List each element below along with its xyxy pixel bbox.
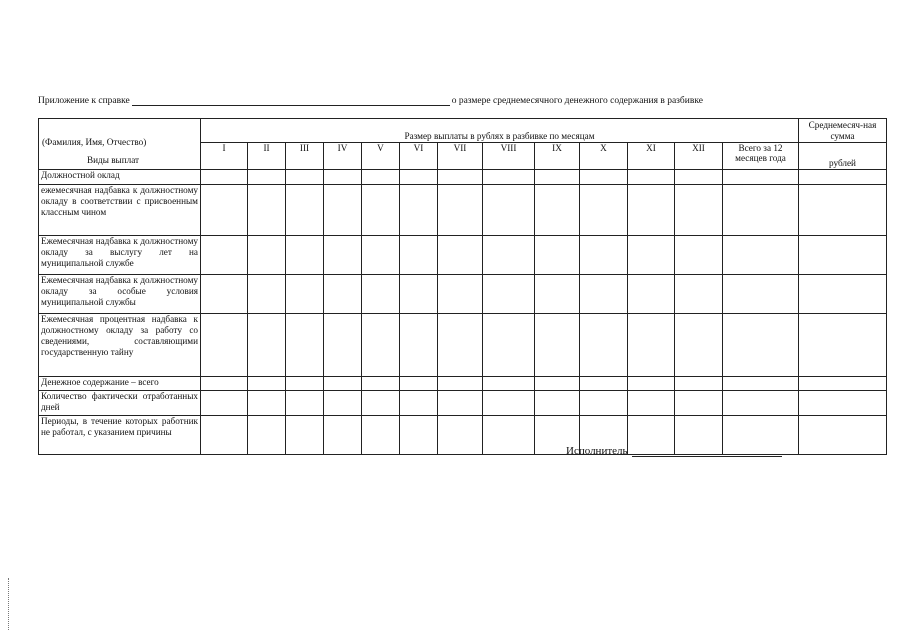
margin-mark bbox=[8, 578, 9, 630]
month-header: VIII bbox=[483, 143, 535, 170]
value-cell[interactable] bbox=[675, 170, 723, 185]
value-cell[interactable] bbox=[248, 236, 286, 275]
month-header: VI bbox=[400, 143, 438, 170]
value-cell[interactable] bbox=[438, 391, 483, 416]
value-cell[interactable] bbox=[324, 377, 362, 391]
value-cell[interactable] bbox=[400, 416, 438, 455]
value-cell[interactable] bbox=[483, 416, 535, 455]
value-cell[interactable] bbox=[248, 185, 286, 236]
kinds-header-cell bbox=[39, 119, 201, 170]
value-cell[interactable] bbox=[535, 314, 580, 377]
value-cell[interactable] bbox=[628, 236, 675, 275]
value-cell[interactable] bbox=[400, 314, 438, 377]
value-cell[interactable] bbox=[286, 416, 324, 455]
value-cell[interactable] bbox=[675, 275, 723, 314]
value-cell[interactable] bbox=[628, 314, 675, 377]
month-header: III bbox=[286, 143, 324, 170]
value-cell[interactable] bbox=[483, 275, 535, 314]
value-cell[interactable] bbox=[628, 391, 675, 416]
value-cell[interactable] bbox=[324, 236, 362, 275]
value-cell[interactable] bbox=[580, 170, 628, 185]
value-cell[interactable] bbox=[723, 377, 799, 391]
value-cell[interactable] bbox=[362, 377, 400, 391]
value-cell[interactable] bbox=[628, 377, 675, 391]
value-cell[interactable] bbox=[628, 185, 675, 236]
document-number-blank[interactable] bbox=[132, 96, 450, 106]
value-cell[interactable] bbox=[799, 391, 887, 416]
month-header: V bbox=[362, 143, 400, 170]
value-cell[interactable] bbox=[286, 377, 324, 391]
value-cell[interactable] bbox=[799, 377, 887, 391]
row-label: Количество фактически отработанных дней bbox=[39, 391, 201, 416]
table-row bbox=[39, 170, 887, 185]
table-row bbox=[39, 275, 887, 314]
value-cell[interactable] bbox=[324, 170, 362, 185]
value-cell[interactable] bbox=[400, 236, 438, 275]
value-cell[interactable] bbox=[675, 236, 723, 275]
value-cell[interactable] bbox=[628, 275, 675, 314]
month-header: VII bbox=[438, 143, 483, 170]
value-cell[interactable] bbox=[438, 377, 483, 391]
value-cell[interactable] bbox=[400, 185, 438, 236]
value-cell[interactable] bbox=[201, 314, 248, 377]
row-label: Денежное содержание – всего bbox=[39, 377, 201, 391]
value-cell[interactable] bbox=[799, 275, 887, 314]
value-cell[interactable] bbox=[483, 377, 535, 391]
table-row bbox=[39, 391, 887, 416]
row-label: Ежемесячная процентная надбавка к должностному окладу за работу со сведениями, составляющими государственную тайну bbox=[39, 314, 201, 377]
table-row bbox=[39, 314, 887, 377]
value-cell[interactable] bbox=[201, 377, 248, 391]
value-cell[interactable] bbox=[799, 416, 887, 455]
value-cell[interactable] bbox=[438, 275, 483, 314]
value-cell[interactable] bbox=[201, 185, 248, 236]
total-header: Всего за 12 месяцев года bbox=[723, 143, 799, 170]
value-cell[interactable] bbox=[286, 185, 324, 236]
value-cell[interactable] bbox=[248, 416, 286, 455]
payout-table bbox=[38, 118, 887, 455]
row-label: Ежемесячная надбавка к должностному окладу за выслугу лет на муниципальной службе bbox=[39, 236, 201, 275]
value-cell[interactable] bbox=[324, 185, 362, 236]
value-cell[interactable] bbox=[438, 185, 483, 236]
executor-signature-blank[interactable] bbox=[632, 446, 782, 457]
value-cell[interactable] bbox=[535, 185, 580, 236]
row-label: Ежемесячная надбавка к должностному окладу за особые условия муниципальной службы bbox=[39, 275, 201, 314]
month-header: I bbox=[201, 143, 248, 170]
rub-label: рублей bbox=[799, 143, 887, 170]
month-header: IX bbox=[535, 143, 580, 170]
value-cell[interactable] bbox=[535, 391, 580, 416]
row-label: Должностной оклад bbox=[39, 170, 201, 185]
value-cell[interactable] bbox=[324, 275, 362, 314]
kinds-label: Виды выплат bbox=[87, 155, 140, 165]
value-cell[interactable] bbox=[723, 170, 799, 185]
table-body bbox=[39, 170, 887, 455]
table-header-row bbox=[39, 119, 887, 143]
value-cell[interactable] bbox=[438, 170, 483, 185]
value-cell[interactable] bbox=[483, 236, 535, 275]
value-cell[interactable] bbox=[400, 377, 438, 391]
value-cell[interactable] bbox=[324, 416, 362, 455]
month-header: II bbox=[248, 143, 286, 170]
value-cell[interactable] bbox=[535, 170, 580, 185]
value-cell[interactable] bbox=[248, 391, 286, 416]
value-cell[interactable] bbox=[723, 275, 799, 314]
value-cell[interactable] bbox=[723, 391, 799, 416]
value-cell[interactable] bbox=[580, 314, 628, 377]
value-cell[interactable] bbox=[535, 275, 580, 314]
value-cell[interactable] bbox=[201, 391, 248, 416]
value-cell[interactable] bbox=[483, 185, 535, 236]
value-cell[interactable] bbox=[324, 391, 362, 416]
value-cell[interactable] bbox=[362, 314, 400, 377]
table-row bbox=[39, 185, 887, 236]
value-cell[interactable] bbox=[362, 391, 400, 416]
value-cell[interactable] bbox=[580, 391, 628, 416]
value-cell[interactable] bbox=[201, 275, 248, 314]
value-cell[interactable] bbox=[723, 185, 799, 236]
value-cell[interactable] bbox=[438, 416, 483, 455]
value-cell[interactable] bbox=[580, 236, 628, 275]
monthly-group-header: Размер выплаты в рублях в разбивке по месяцам bbox=[201, 119, 799, 143]
value-cell[interactable] bbox=[438, 314, 483, 377]
value-cell[interactable] bbox=[201, 170, 248, 185]
value-cell[interactable] bbox=[723, 314, 799, 377]
value-cell[interactable] bbox=[248, 314, 286, 377]
value-cell[interactable] bbox=[362, 236, 400, 275]
month-header: IV bbox=[324, 143, 362, 170]
value-cell[interactable] bbox=[438, 236, 483, 275]
value-cell[interactable] bbox=[248, 170, 286, 185]
value-cell[interactable] bbox=[580, 377, 628, 391]
row-label: ежемесячная надбавка к должностному окладу в соответствии с присвоенным классным чином bbox=[39, 185, 201, 236]
executor-label: Исполнитель bbox=[566, 445, 628, 457]
value-cell[interactable] bbox=[799, 185, 887, 236]
value-cell[interactable] bbox=[675, 391, 723, 416]
value-cell[interactable] bbox=[362, 170, 400, 185]
value-cell[interactable] bbox=[535, 377, 580, 391]
value-cell[interactable] bbox=[483, 391, 535, 416]
value-cell[interactable] bbox=[723, 236, 799, 275]
value-cell[interactable] bbox=[324, 314, 362, 377]
value-cell[interactable] bbox=[400, 275, 438, 314]
month-header: XII bbox=[675, 143, 723, 170]
value-cell[interactable] bbox=[799, 314, 887, 377]
value-cell[interactable] bbox=[799, 236, 887, 275]
value-cell[interactable] bbox=[201, 416, 248, 455]
value-cell[interactable] bbox=[201, 236, 248, 275]
value-cell[interactable] bbox=[535, 236, 580, 275]
value-cell[interactable] bbox=[400, 170, 438, 185]
table-row bbox=[39, 236, 887, 275]
table-row bbox=[39, 377, 887, 391]
value-cell[interactable] bbox=[248, 275, 286, 314]
value-cell[interactable] bbox=[362, 416, 400, 455]
header-prefix: Приложение к справке bbox=[38, 96, 130, 106]
month-header: X bbox=[580, 143, 628, 170]
average-header: Среднемесяч-ная сумма bbox=[799, 119, 887, 143]
header-suffix: о размере среднемесячного денежного содержания в разбивке bbox=[451, 96, 703, 106]
fio-label: (Фамилия, Имя, Отчество) bbox=[42, 137, 147, 147]
header-line bbox=[38, 96, 703, 106]
executor-line bbox=[566, 445, 784, 457]
value-cell[interactable] bbox=[286, 275, 324, 314]
value-cell[interactable] bbox=[362, 185, 400, 236]
value-cell[interactable] bbox=[286, 236, 324, 275]
value-cell[interactable] bbox=[483, 314, 535, 377]
value-cell[interactable] bbox=[286, 391, 324, 416]
value-cell[interactable] bbox=[580, 185, 628, 236]
value-cell[interactable] bbox=[483, 170, 535, 185]
value-cell[interactable] bbox=[580, 275, 628, 314]
row-label: Периоды, в течение которых работник не работал, с указанием причины bbox=[39, 416, 201, 455]
value-cell[interactable] bbox=[248, 377, 286, 391]
value-cell[interactable] bbox=[675, 185, 723, 236]
month-header: XI bbox=[628, 143, 675, 170]
value-cell[interactable] bbox=[400, 391, 438, 416]
value-cell[interactable] bbox=[362, 275, 400, 314]
value-cell[interactable] bbox=[286, 314, 324, 377]
value-cell[interactable] bbox=[286, 170, 324, 185]
value-cell[interactable] bbox=[799, 170, 887, 185]
value-cell[interactable] bbox=[675, 314, 723, 377]
value-cell[interactable] bbox=[675, 377, 723, 391]
value-cell[interactable] bbox=[628, 170, 675, 185]
